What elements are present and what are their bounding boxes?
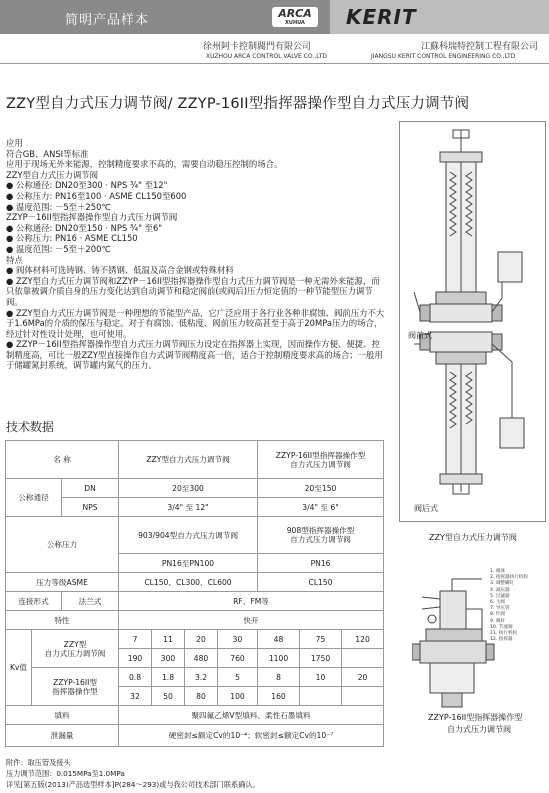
section-heading-features: 特点 xyxy=(6,254,23,265)
flange-label: 法兰式 xyxy=(62,592,119,611)
kv-cell: 3.2 xyxy=(185,668,218,687)
kv-cell xyxy=(300,687,342,706)
pn-header-903: 903/904型自力式压力调节阀 xyxy=(119,517,258,554)
feature-material: ● 阀体材料可选铸钢、铸不锈钢、低温及高合金钢或特殊材料 xyxy=(6,265,234,276)
caption-zzyp-line2: 自力式压力调节阀 xyxy=(447,725,511,734)
company-name-cn-xuzhou: 徐州阿卡控制閥門有限公司 xyxy=(203,42,312,52)
packing-value: 聚四氟乙烯V型填料、柔性石墨填料 xyxy=(119,706,384,725)
kv-zzyp-label: ZZYP-16II型 指挥器操作型 xyxy=(32,668,119,706)
zzy-temp: ● 温度范围: －5至＋250℃ xyxy=(6,201,111,212)
zzyp-pn: ● 公称压力: PN16 · ASME CL150 xyxy=(6,233,138,244)
leakage-value: 硬密封≤额定Cv的10⁻⁴；软密封≤额定Cv的10⁻⁷ xyxy=(119,725,384,747)
feature-application: ● ZZY型自力式压力调节阀是一种理想的节能型产品，它广泛应用于各行业各种非腐蚀、阀前压力不大于1.6MPa的介质的保压与稳定。对于有腐蚀、低粘度、阀前压力较高甚至于高于20MPa压力的场合，经过针对性设计处理，也可使用。 xyxy=(6,307,385,339)
spec-table xyxy=(5,440,384,747)
kv-zzy-label: ZZY型 自力式压力调节阀 xyxy=(32,630,119,668)
nps-zzyp: 3/4" 至 6" xyxy=(258,498,384,517)
legend-item: 3. 调整螺钉 xyxy=(490,581,515,587)
caption-zzyp-line1: ZZYP-16II型指挥器操作型 xyxy=(428,713,523,722)
characteristic-value: 快开 xyxy=(119,611,384,630)
kv-cell: 190 xyxy=(119,649,152,668)
legend-item: 7. 导压管 xyxy=(490,606,510,612)
header-bar xyxy=(0,0,549,34)
header-zzy: ZZY型自力式压力调节阀 xyxy=(119,441,258,479)
part-legend xyxy=(490,569,528,643)
description-block xyxy=(6,138,388,371)
company-name-cn-jiangsu: 江蘇科瑞特控制工程有限公司 xyxy=(421,42,539,52)
kerit-logo: KERIT xyxy=(346,5,417,29)
nps-label: NPS xyxy=(62,498,119,517)
kv-cell: 11 xyxy=(152,630,185,649)
kv-cell: 160 xyxy=(258,687,300,706)
legend-item: 11. 执行机构 xyxy=(490,631,518,637)
asme-label: 压力等级ASME xyxy=(6,573,119,592)
note-accessories: 附件：取压管及接头 xyxy=(6,758,71,767)
kv-cell: 10 xyxy=(300,668,342,687)
legend-item: 9. 阀杆 xyxy=(490,618,506,624)
kv-cell: 1.8 xyxy=(152,668,185,687)
kv-cell: 50 xyxy=(152,687,185,706)
kv-cell xyxy=(342,687,384,706)
footnotes xyxy=(6,757,260,790)
zzyp-dn: ● 公称通径: DN20至150 · NPS ¾" 至6" xyxy=(6,222,163,233)
zzy-dn: ● 公称通径: DN20至300 · NPS ¾" 至12" xyxy=(6,180,168,191)
feature-energy: ● ZZY型自力式压力调节阀和ZZYP－16II型指挥器操作型自力式压力调节阀是一种无需外来能源，而只依靠被调介质自身的压力变化达到自动调节和稳定阀前(或阀后)压力恒定值的一种节能型压力调节阀。 xyxy=(6,275,380,307)
page-title: ZZY型自力式压力调节阀/ ZZYP-16II型指挥器操作型自力式压力调节阀 xyxy=(6,96,470,112)
legend-item: 12. 指挥器 xyxy=(490,637,513,643)
note-range: 压力调节范围：0.015MPa至1.0MPa xyxy=(6,769,125,778)
note-reference: 详见[第五版(2013)产品选型样本]P(284～293)或与我公司技术部门联系确认。 xyxy=(6,780,260,789)
kv-cell: 8 xyxy=(258,668,300,687)
asme-zzy: CL150、CL300、CL600 xyxy=(119,573,258,592)
kv-cell: 100 xyxy=(218,687,258,706)
kv-cell: 80 xyxy=(185,687,218,706)
zzyp-temp: ● 温度范围: －5至＋200℃ xyxy=(6,243,111,254)
label-rear-type: 阀后式 xyxy=(414,504,438,513)
zzy-pn: ● 公称压力: PN16至100 · ASME CL150至600 xyxy=(6,190,187,201)
feature-pilot: ● ZZYP－16II型指挥器操作型自力式压力调节阀压力设定在指挥器上实现，因而操作方便、便捷、控制精度高，可比一般ZZY型直接操作自力式调节阀精度高一倍，适合于控制精度要求高的场合；一般用于储罐氮封系统，调节罐内氮气的压力。 xyxy=(6,339,383,371)
kv-cell: 120 xyxy=(342,630,384,649)
connection-label: 连接形式 xyxy=(6,592,62,611)
kv-cell: 75 xyxy=(300,630,342,649)
kv-cell: 48 xyxy=(258,630,300,649)
company-name-en-jiangsu: JIANGSU KERIT CONTROL ENGINEERING CO.,LTD xyxy=(371,53,516,60)
company-name-en-xuzhou: XUZHOU ARCA CONTROL VALVE CO.,LTD xyxy=(206,53,328,60)
pn-zzyp: PN16 xyxy=(258,554,384,573)
legend-item: 2. 指挥器执行机构 xyxy=(490,575,529,581)
tech-data-heading: 技术数据 xyxy=(6,420,55,434)
kv-cell: 480 xyxy=(185,649,218,668)
kv-cell: 30 xyxy=(218,630,258,649)
standards-line: 符合GB、ANSI等标准 xyxy=(6,148,89,159)
zzy-subheading: ZZY型自力式压力调节阀 xyxy=(6,169,98,180)
caption-zzy: ZZY型自力式压力调节阀 xyxy=(429,533,517,542)
leakage-label: 泄漏量 xyxy=(6,725,119,747)
kv-cell xyxy=(342,649,384,668)
dn-zzy: 20至300 xyxy=(119,479,258,498)
legend-item: 1. 阀体 xyxy=(490,569,506,574)
nps-zzy: 3/4" 至 12" xyxy=(119,498,258,517)
section-heading-application: 应用 xyxy=(6,138,23,148)
kv-cell: 1100 xyxy=(258,649,300,668)
connection-value: RF、FM等 xyxy=(119,592,384,611)
header-divider xyxy=(0,63,549,64)
pn-zzy: PN16至PN100 xyxy=(119,554,258,573)
kv-cell: 5 xyxy=(218,668,258,687)
zzy-valve-drawing xyxy=(400,122,545,521)
pn-label: 公称压力 xyxy=(6,517,119,573)
zzyp-figure xyxy=(412,569,536,709)
characteristic-label: 特性 xyxy=(6,611,119,630)
kv-cell: 32 xyxy=(119,687,152,706)
catalog-title: 简明产品样本 xyxy=(65,13,150,28)
legend-item: 5. 过滤器 xyxy=(490,593,510,599)
legend-item: 8. 针阀 xyxy=(490,612,506,618)
legend-item: 4. 减压器 xyxy=(490,587,510,593)
zzy-figure-frame xyxy=(399,121,546,522)
arca-logo: ARCA XUHUA xyxy=(272,7,318,27)
kv-cell: 7 xyxy=(119,630,152,649)
label-front-type: 阀前式 xyxy=(408,331,432,340)
kv-label: Kv值 xyxy=(6,630,32,706)
application-line: 应用于现场无外来能源，控制精度要求不高的，需要自动稳压控制的场合。 xyxy=(6,159,283,170)
kv-cell: 20 xyxy=(185,630,218,649)
kv-cell: 20 xyxy=(342,668,384,687)
dn-group-label: 公称通径 xyxy=(6,479,62,517)
kv-cell: 1750 xyxy=(300,649,342,668)
kv-cell: 760 xyxy=(218,649,258,668)
dn-zzyp: 20至150 xyxy=(258,479,384,498)
packing-label: 填料 xyxy=(6,706,119,725)
pn-header-908: 908型指挥器操作型 自力式压力调节阀 xyxy=(258,517,384,554)
header-name: 名 称 xyxy=(6,441,119,479)
dn-label: DN xyxy=(62,479,119,498)
legend-item: 6. 主阀 xyxy=(490,600,506,606)
asme-zzyp: CL150 xyxy=(258,573,384,592)
legend-item: 10. 节流阀 xyxy=(490,624,513,630)
kv-cell: 300 xyxy=(152,649,185,668)
kv-cell: 0.8 xyxy=(119,668,152,687)
zzyp-subheading: ZZYP－16II型指挥器操作型自力式压力调节阀 xyxy=(6,212,178,223)
header-zzyp: ZZYP-16II型指挥器操作型 自力式压力调节阀 xyxy=(258,441,384,479)
